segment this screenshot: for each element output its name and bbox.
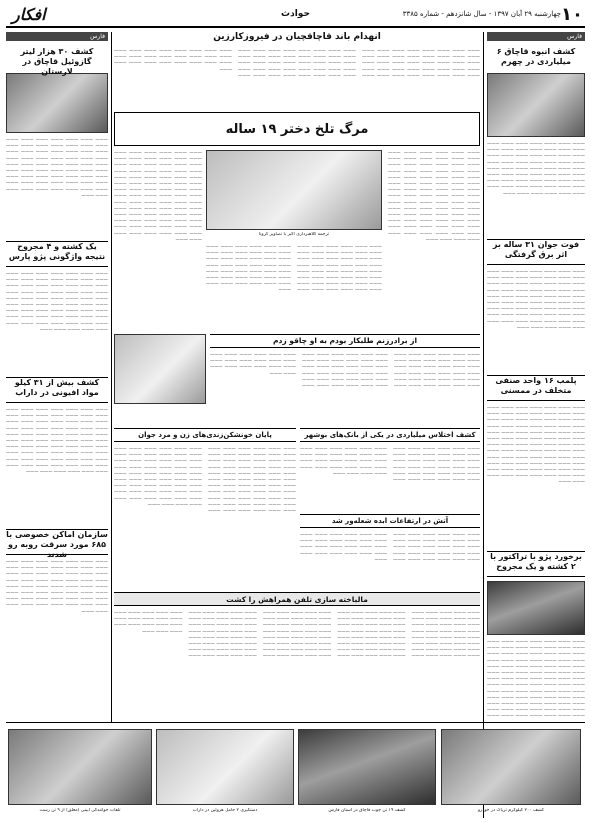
left-story1-body: ——— ——— ——— ——— ——— ——— ——— ——— ——— ——— ——— ——— ——— ——— ——— ——— ——— ——— ——— ——— ——— ——— ——— ——— ——— ——— ——— ——— ——— ——— ——— ——— ——— ——— ——— ——— ——— ——— ——— ——— ——— ——— ——— ——— ——— ——— ——— ——— ——— ——— ——— ——— ——— ——— ——— ——— ——— ——— ——— ——— ——— ——— ——— ——— ——— [6,137,108,198]
bank-story-body: ——— ——— ——— ——— ——— ——— ——— ——— ——— ——— ——— ——— ——— ——— ——— ——— ——— ——— ——— ——— ——— ——— ——— ——— ——— ——— ——— ——— ——— ——— ——— ——— ——— ——— ——— ——— ——— ——— ——— ——— ——— ——— ——— ——— ——— ——— ——— ——— ——— ——— ——— ——— ——— ——— ——— ——— ——— ——— ——— ——— ——— ——— ——— ——— [300,446,480,483]
date-line: چهارشنبه ۲۹ آبان ۱۳۹۷ - سال شانزدهم - شماره ۳۳۸۵ [402,10,561,18]
phone-story-body: ——— ——— ——— ——— ——— ——— ——— ——— ——— ——— ——— ——— ——— ——— ——— ——— ——— ——— ——— ——— ——— ——— ——— ——— ——— ——— ——— ——— ——— ——— ——— ——— ——— ——— ——— ——— ——— ——— ——— ——— ——— ——— ——— ——— ——— ——— ——— ——— ——— ——— ——— ——— ——— ——— ——— ——— ——— ——— ——— ——— ——— ——— ——— ——— ——— ——— ——— ——— ——— ——— ——— ——— ——— ——— ——— ——— ——— ——— ——— ——— ——— ——— ——— ——— ——— ——— ——— ——— ——— ——— ——— ——— ——— ——— ——— ——— ——— ——— ——— ——— ——— ——— ——— ——— ——— ——— ——— ——— ——— ——— ——— ——— ——— ——— ——— ——— ——— ——— ——— ——— ——— ——— ——— ——— ——— ——— ——— ——— ——— ——— ——— ——— ——— ——— ——— ——— ——— ——— ——— ——— ——— ——— ——— ——— ——— ——— ——— ——— ——— ——— ——— ——— ——— ——— ——— ——— ——— ——— ——— ——— ——— ——— ——— ——— ——— ——— ——— ——— ——— ——— ——— ——— ——— ——— ——— ——— ——— ——— [114,610,480,659]
bank-story-headline: کشف اختلاس میلیاردی در یکی از بانک‌های بوشهر [300,428,480,442]
right-story4-body: ——— ——— ——— ——— ——— ——— ——— ——— ——— ——— ——— ——— ——— ——— ——— ——— ——— ——— ——— ——— ——— ——— ——— ——— ——— ——— ——— ——— ——— ——— ——— ——— ——— ——— ——— ——— ——— ——— ——— ——— ——— ——— ——— ——— ——— ——— ——— ——— ——— ——— ——— ——— ——— ——— ——— ——— ——— ——— ——— ——— ——— ——— ——— ——— ——— ——— ——— ——— ——— ——— ——— ——— ——— ——— ——— ——— ——— ——— ——— ——— ——— ——— ——— ——— ——— ——— ——— ——— ——— ——— ——— ——— ——— ——— ——— [487,639,585,725]
left-story3-headline: کشف بیش از ۳۱ کیلو مواد افیونی در داراب [6,377,108,403]
main-story-banner [114,112,480,146]
right-story2-body: ——— ——— ——— ——— ——— ——— ——— ——— ——— ——— ——— ——— ——— ——— ——— ——— ——— ——— ——— ——— ——— ——— ——— ——— ——— ——— ——— ——— ——— ——— ——— ——— ——— ——— ——— ——— ——— ——— ——— ——— ——— ——— ——— ——— ——— ——— ——— ——— ——— ——— ——— ——— ——— ——— ——— ——— ——— ——— ——— ——— ——— ——— ——— ——— ——— ——— ——— ——— [487,269,585,330]
top-story [114,32,480,108]
page-header [6,4,585,28]
right-story3-headline: پلمب ۱۶ واحد صنفی متخلف در ممسنی [487,375,585,401]
left-story4-headline: سازمان اماکن خصوصی با ۶۸۵ مورد سرقت روبه رو شدند [6,530,108,559]
bottom-photo-3-caption: دستگیری ۲ حامل هروئین در داراب [192,808,258,813]
bottom-photo-3 [156,729,294,805]
right-story1-body: ——— ——— ——— ——— ——— ——— ——— ——— ——— ——— ——— ——— ——— ——— ——— ——— ——— ——— ——— ——— ——— ——— ——— ——— ——— ——— ——— ——— ——— ——— ——— ——— ——— ——— ——— ——— ——— ——— ——— ——— ——— ——— ——— ——— ——— ——— ——— ——— ——— ——— ——— ——— ——— ——— ——— ——— ——— ——— ——— ——— ——— ——— [487,141,585,196]
column-rule-right [483,32,484,818]
knife-story-headline: از برادرزنم طلبکار بودم به او چاقو زدم [210,334,480,348]
fire-story-body: ——— ——— ——— ——— ——— ——— ——— ——— ——— ——— ——— ——— ——— ——— ——— ——— ——— ——— ——— ——— ——— ——— ——— ——— ——— ——— ——— ——— ——— ——— ——— ——— ——— ——— ——— ——— ——— ——— ——— ——— ——— ——— ——— ——— ——— ——— ——— ——— ——— ——— ——— ——— ——— ——— ——— [300,532,480,562]
main-story-col-middle: ——— ——— ——— ——— ——— ——— ——— ——— ——— ——— ——— ——— ——— ——— ——— ——— ——— ——— ——— ——— ——— ——— ——— ——— ——— ——— ——— ——— ——— ——— ——— ——— ——— ——— ——— ——— ——— ——— ——— ——— ——— ——— ——— ——— ——— ——— ——— ——— ——— ——— ——— ——— ——— ——— ——— ——— ——— ——— ——— ——— ——— ——— ——— ——— ——— ——— ——— ——— ——— ——— ——— ——— ——— ——— ——— ——— ——— ——— ——— ——— ——— ——— ——— ——— ——— ——— ——— ——— ——— ——— ——— [206,244,382,293]
couple-story-headline: پایان خونشکن‌زندی‌های زن و مرد جوان [114,428,296,442]
main-story-col-right: ——— ——— ——— ——— ——— ——— ——— ——— ——— ——— ——— ——— ——— ——— ——— ——— ——— ——— ——— ——— ——— ——— ——— ——— ——— ——— ——— ——— ——— ——— ——— ——— ——— ——— ——— ——— ——— ——— ——— ——— ——— ——— ——— ——— ——— ——— ——— ——— ——— ——— ——— ——— ——— ——— ——— ——— ——— ——— ——— ——— ——— ——— ——— ——— ——— ——— ——— ——— ——— ——— ——— ——— ——— ——— ——— ——— ——— ——— ——— ——— ——— ——— ——— ——— ——— ——— ——— ——— [388,150,480,242]
knife-story-body: ——— ——— ——— ——— ——— ——— ——— ——— ——— ——— ——— ——— ——— ——— ——— ——— ——— ——— ——— ——— ——— ——— ——— ——— ——— ——— ——— ——— ——— ——— ——— ——— ——— ——— ——— ——— ——— ——— ——— ——— ——— ——— ——— ——— ——— ——— ——— ——— ——— ——— ——— ——— ——— ——— ——— ——— ——— ——— ——— ——— ——— ——— ——— ——— ——— ——— ——— ——— ——— ——— ——— ——— ——— ——— ——— ——— ——— ——— ——— ——— ——— ——— ——— ——— ——— ——— ——— ——— ——— ——— ——— ——— [210,352,480,389]
left-column-tag: فارس [6,32,108,41]
left-story2-headline: یک کشته و ۴ مجروح نتیجه واژگونی پژو پارس [6,241,108,267]
section-title: حوادث [281,9,310,19]
bottom-photo-2-caption: کشف ۱۹ تن چوب قاچاق در استان فارس [328,808,406,813]
page-number: ١٠ [561,4,583,25]
bottom-photo-1-caption: کشف ۲۰۰ کیلوگرم تریاک در خودرو [478,808,544,813]
right-column [487,32,585,818]
phone-story-headline: مالباخته سازی تلفن همراهش را کشت [114,592,480,606]
main-story-photo [206,150,382,230]
top-story-body: ——— ——— ——— ——— ——— ——— ——— ——— ——— ——— ——— ——— ——— ——— ——— ——— ——— ——— ——— ——— ——— ——— ——— ——— ——— ——— ——— ——— ——— ——— ——— ——— ——— ——— ——— ——— ——— ——— ——— ——— ——— ——— ——— ——— ——— ——— ——— ——— ——— ——— ——— ——— ——— ——— ——— ——— ——— ——— ——— ——— ——— ——— ——— ——— ——— ——— ——— ——— ——— ——— ——— ——— ——— ——— ——— ——— ——— ——— ——— ——— ——— ——— ——— ——— ——— ——— ——— ——— ——— ——— ——— ——— ——— ——— ——— ——— ——— ——— ——— ——— ——— ——— ——— ——— ——— [114,48,480,78]
right-column-tag: فارس [487,32,585,41]
left-column [6,32,108,818]
left-story4-body: ——— ——— ——— ——— ——— ——— ——— ——— ——— ——— ——— ——— ——— ——— ——— ——— ——— ——— ——— ——— ——— ——— ——— ——— ——— ——— ——— ——— ——— ——— ——— ——— ——— ——— ——— ——— ——— ——— ——— ——— ——— ——— ——— ——— ——— ——— ——— ——— ——— ——— ——— ——— ——— ——— ——— ——— ——— ——— [6,559,108,614]
top-story-headline: انهدام باند قاچاقچیان در فیروزکارزین [213,32,381,42]
left-story3-body: ——— ——— ——— ——— ——— ——— ——— ——— ——— ——— ——— ——— ——— ——— ——— ——— ——— ——— ——— ——— ——— ——— ——— ——— ——— ——— ——— ——— ——— ——— ——— ——— ——— ——— ——— ——— ——— ——— ——— ——— ——— ——— ——— ——— ——— ——— ——— ——— ——— ——— ——— ——— ——— ——— ——— ——— ——— ——— ——— ——— ——— ——— ——— ——— ——— ——— ——— ——— ——— ——— ——— ——— ——— ——— ——— ——— [6,407,108,475]
fire-story-headline: آتش در ارتفاعات ابده شعله‌ور شد [300,514,480,528]
right-story2-headline: فوت جوان ۳۱ ساله بر اثر برق گرفتگی [487,239,585,265]
left-story1-headline: کشف ۳۰ هزار لیتر گازوئیل قاچاق در لارستان [20,47,94,76]
bottom-photo-4 [8,729,152,805]
right-story3-body: ——— ——— ——— ——— ——— ——— ——— ——— ——— ——— ——— ——— ——— ——— ——— ——— ——— ——— ——— ——— ——— ——— ——— ——— ——— ——— ——— ——— ——— ——— ——— ——— ——— ——— ——— ——— ——— ——— ——— ——— ——— ——— ——— ——— ——— ——— ——— ——— ——— ——— ——— ——— ——— ——— ——— ——— ——— ——— ——— ——— ——— ——— ——— ——— ——— ——— ——— ——— ——— ——— ——— ——— ——— ——— ——— ——— ——— ——— ——— ——— ——— ——— ——— ——— ——— ——— [487,405,585,485]
bottom-photo-4-caption: تلفات خوانندگی آیینی (معلق) از ۹ تن رست [39,808,121,813]
right-story1-photo [487,73,585,137]
bottom-photo-strip [6,722,585,820]
main-story-headline: مرگ تلخ دختر ۱۹ ساله [225,121,369,137]
main-story-col-left: ——— ——— ——— ——— ——— ——— ——— ——— ——— ——— ——— ——— ——— ——— ——— ——— ——— ——— ——— ——— ——— ——— ——— ——— ——— ——— ——— ——— ——— ——— ——— ——— ——— ——— ——— ——— ——— ——— ——— ——— ——— ——— ——— ——— ——— ——— ——— ——— ——— ——— ——— ——— ——— ——— ——— ——— ——— ——— ——— ——— ——— ——— ——— ——— ——— ——— ——— ——— ——— ——— ——— ——— ——— ——— ——— ——— ——— ——— ——— ——— ——— ——— ——— ——— ——— ——— [114,150,202,242]
knife-story-photo [114,334,206,404]
bottom-photo-1 [441,729,581,805]
bottom-photo-2 [298,729,436,805]
couple-story-body: ——— ——— ——— ——— ——— ——— ——— ——— ——— ——— ——— ——— ——— ——— ——— ——— ——— ——— ——— ——— ——— ——— ——— ——— ——— ——— ——— ——— ——— ——— ——— ——— ——— ——— ——— ——— ——— ——— ——— ——— ——— ——— ——— ——— ——— ——— ——— ——— ——— ——— ——— ——— ——— ——— ——— ——— ——— ——— ——— ——— ——— ——— ——— ——— ——— ——— ——— ——— ——— ——— ——— ——— ——— ——— ——— ——— ——— ——— ——— ——— ——— ——— ——— ——— ——— ——— ——— ——— ——— ——— ——— ——— ——— ——— ——— ——— ——— ——— ——— ——— ——— ——— ——— ——— ——— ——— ——— ——— ——— ——— ——— ——— ——— ——— ——— ——— ——— ——— ——— ——— ——— ——— ——— ——— [114,446,296,514]
newspaper-logo: افکار [12,5,46,24]
left-story2-body: ——— ——— ——— ——— ——— ——— ——— ——— ——— ——— ——— ——— ——— ——— ——— ——— ——— ——— ——— ——— ——— ——— ——— ——— ——— ——— ——— ——— ——— ——— ——— ——— ——— ——— ——— ——— ——— ——— ——— ——— ——— ——— ——— ——— ——— ——— ——— ——— ——— ——— ——— ——— ——— ——— ——— ——— ——— ——— ——— ——— ——— ——— ——— ——— ——— ——— ——— ——— [6,271,108,332]
right-story1-headline: کشف انبوه قاچاق ۶ میلیاردی در چهرم [496,47,576,66]
main-story-photo-caption: ترجمه کلاهبرداری اکبر با تصاویر کرونا [258,232,330,237]
right-story4-photo [487,581,585,635]
column-rule-left [111,32,112,722]
left-story1-photo [6,73,108,133]
right-story4-headline: برخورد پژو با تراکتور با ۲ کشته و یک مجروح [487,551,585,577]
